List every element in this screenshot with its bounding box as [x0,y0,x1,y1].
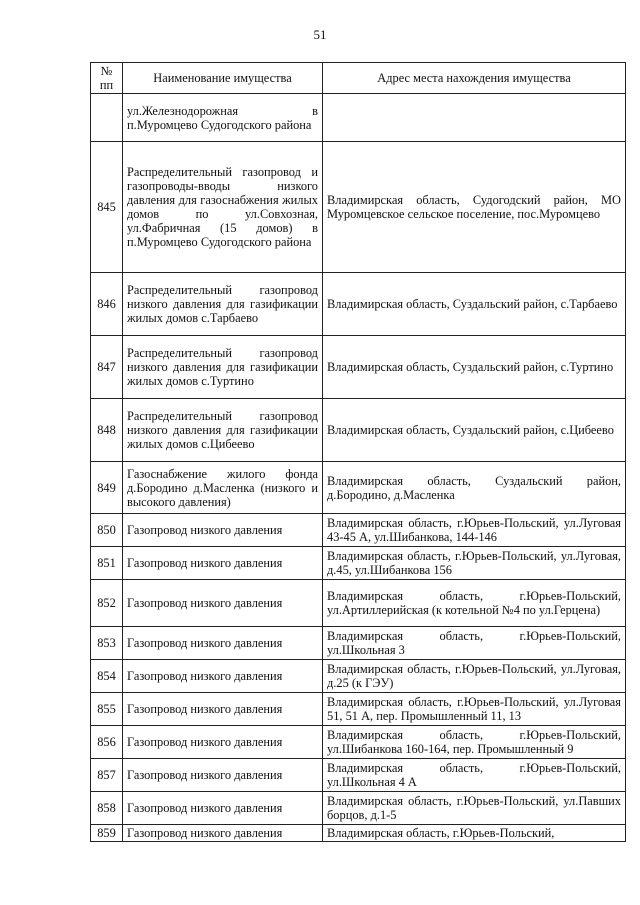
row-name: Распределительный газопровод низкого давления для газификации жилых домов с.Тарбаево [123,273,323,336]
row-name: Газопровод низкого давления [123,825,323,842]
table-row [91,462,626,514]
row-num: 847 [91,336,123,399]
table-row [91,142,626,273]
row-num: 856 [91,726,123,759]
table-row [91,273,626,336]
header-name: Наименование имущества [123,63,323,94]
table-header-row [91,63,626,94]
row-num [91,94,123,142]
row-num: 851 [91,547,123,580]
row-name: Газопровод низкого давления [123,514,323,547]
row-name: Газопровод низкого давления [123,627,323,660]
row-address: Владимирская область, г.Юрьев-Польский, ул.Луговая, д.45, ул.Шибанкова 156 [323,547,626,580]
table-row [91,759,626,792]
row-num: 849 [91,462,123,514]
row-address: Владимирская область, г.Юрьев-Польский, ул.Шибанкова 160-164, пер. Промышленный 9 [323,726,626,759]
row-num: 853 [91,627,123,660]
row-num: 857 [91,759,123,792]
row-name: ул.Железнодорожная в п.Муромцево Судогодского района [123,94,323,142]
row-num: 852 [91,580,123,627]
row-address: Владимирская область, г.Юрьев-Польский, ул.Школьная 4 А [323,759,626,792]
row-num: 854 [91,660,123,693]
table-row [91,693,626,726]
row-address [323,94,626,142]
row-address: Владимирская область, г.Юрьев-Польский, ул.Луговая 51, 51 А, пер. Промышленный 11, 13 [323,693,626,726]
table-row [91,792,626,825]
row-address: Владимирская область, г.Юрьев-Польский, ул.Артиллерийская (к котельной №4 по ул.Герцена) [323,580,626,627]
row-num: 848 [91,399,123,462]
row-address: Владимирская область, г.Юрьев-Польский, [323,825,626,842]
row-name: Газопровод низкого давления [123,726,323,759]
header-num: № пп [91,63,123,94]
row-name: Газопровод низкого давления [123,759,323,792]
page-number: 51 [313,27,327,42]
table-row [91,336,626,399]
property-table [90,62,626,842]
row-num: 859 [91,825,123,842]
table-row [91,726,626,759]
row-name: Газопровод низкого давления [123,547,323,580]
table-row [91,547,626,580]
row-name: Газопровод низкого давления [123,580,323,627]
row-address: Владимирская область, Суздальский район, с.Цибеево [323,399,626,462]
table-row [91,825,626,842]
row-num: 850 [91,514,123,547]
table-row [91,399,626,462]
row-name: Газопровод низкого давления [123,693,323,726]
table-row [91,580,626,627]
table-row [91,627,626,660]
row-num: 845 [91,142,123,273]
row-name: Распределительный газопровод низкого давления для газификации жилых домов с.Туртино [123,336,323,399]
table-row [91,94,626,142]
header-address: Адрес места нахождения имущества [323,63,626,94]
row-name: Распределительный газопровод и газопроводы-вводы низкого давления для газоснабжения жилых домов по ул.Совхозная, ул.Фабричная (15 домов) в п.Муромцево Судогодского района [123,142,323,273]
row-num: 855 [91,693,123,726]
row-address: Владимирская область, г.Юрьев-Польский, ул.Павших борцов, д.1-5 [323,792,626,825]
row-name: Газоснабжение жилого фонда д.Бородино д.Масленка (низкого и высокого давления) [123,462,323,514]
row-num: 846 [91,273,123,336]
row-address: Владимирская область, Суздальский район, с.Тарбаево [323,273,626,336]
row-address: Владимирская область, г.Юрьев-Польский, ул.Луговая 43-45 А, ул.Шибанкова, 144-146 [323,514,626,547]
table-row [91,660,626,693]
row-address: Владимирская область, г.Юрьев-Польский, ул.Луговая, д.25 (к ГЭУ) [323,660,626,693]
row-address: Владимирская область, Суздальский район, с.Туртино [323,336,626,399]
row-name: Газопровод низкого давления [123,660,323,693]
row-address: Владимирская область, Судогодский район, МО Муромцевское сельское поселение, пос.Муромцево [323,142,626,273]
row-address: Владимирская область, Суздальский район, д.Бородино, д.Масленка [323,462,626,514]
row-name: Газопровод низкого давления [123,792,323,825]
row-address: Владимирская область, г.Юрьев-Польский, ул.Школьная 3 [323,627,626,660]
row-name: Распределительный газопровод низкого давления для газификации жилых домов с.Цибеево [123,399,323,462]
row-num: 858 [91,792,123,825]
table-row [91,514,626,547]
